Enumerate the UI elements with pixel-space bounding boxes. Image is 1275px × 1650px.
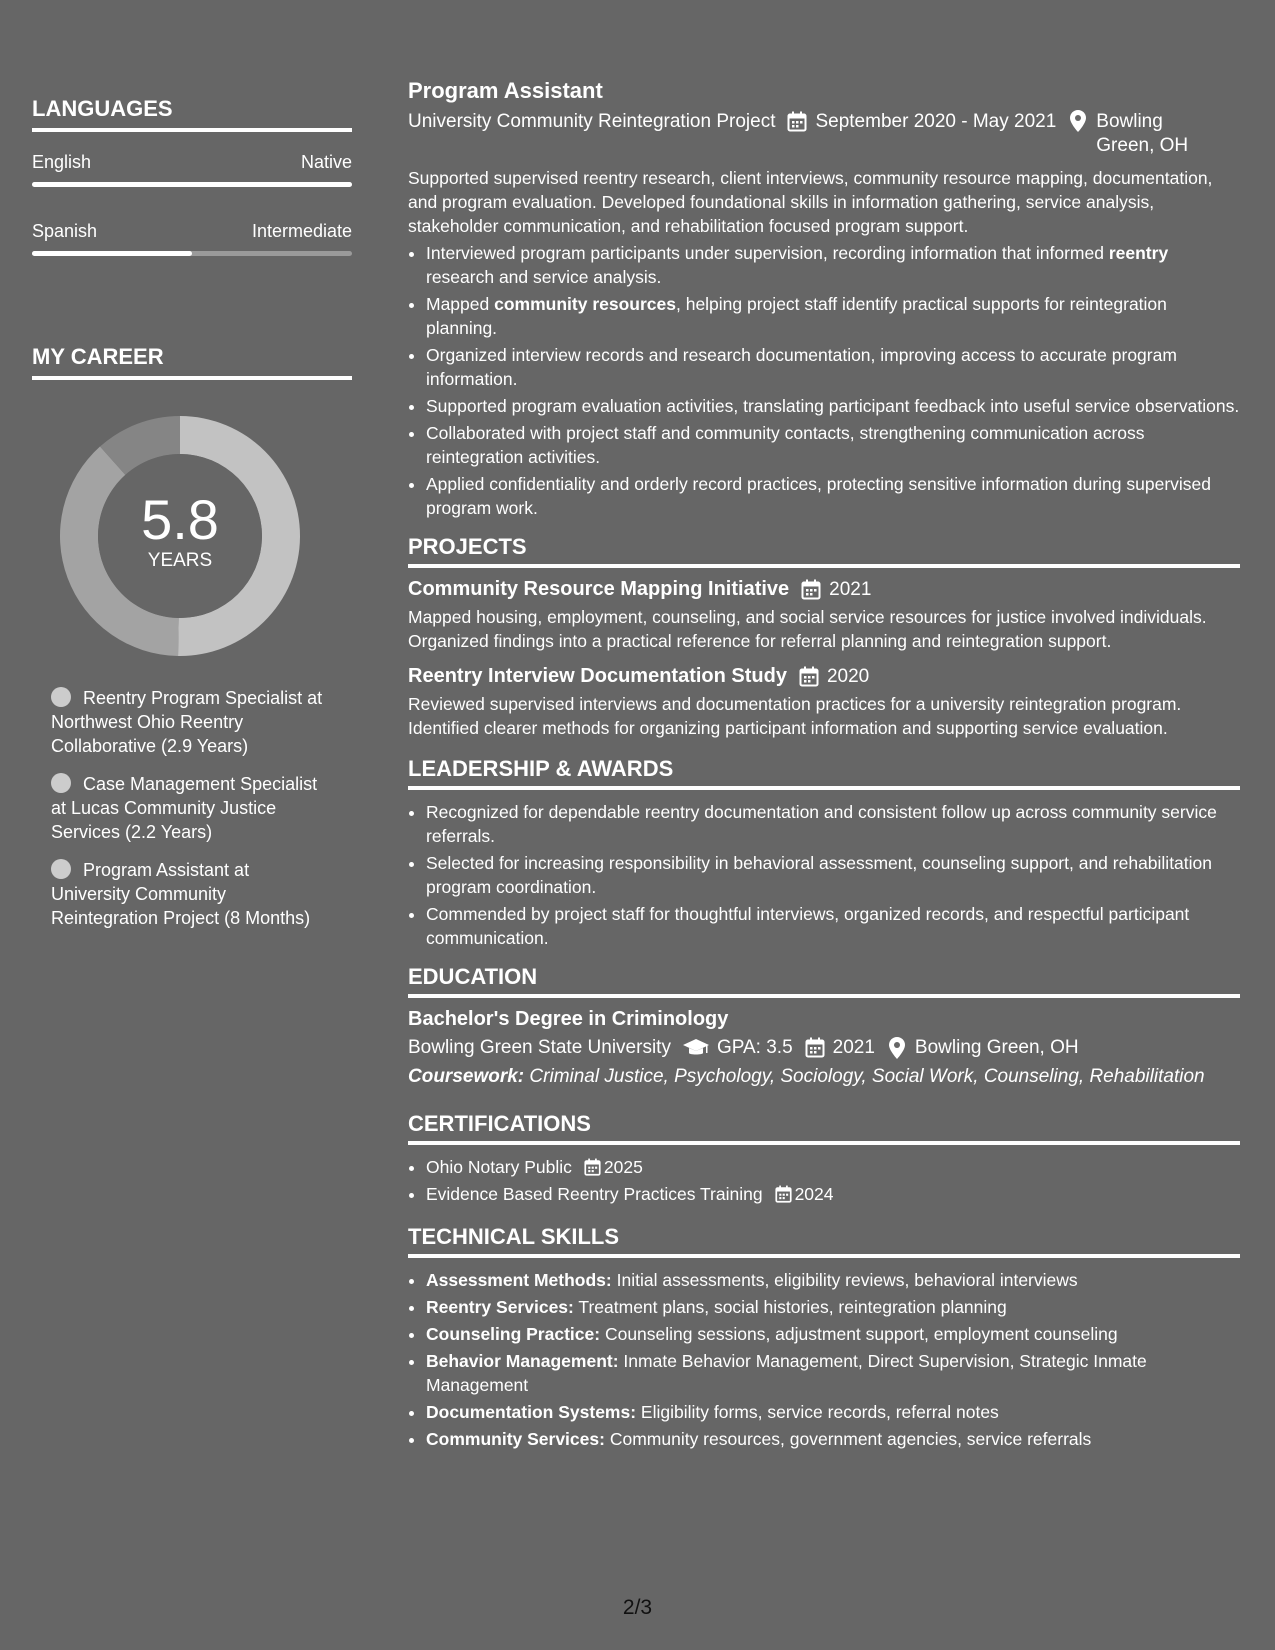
education-heading: EDUCATION (408, 964, 1240, 998)
skill-label: Assessment Methods: (426, 1270, 612, 1290)
skill-label: Reentry Services: (426, 1297, 574, 1317)
job-location (1070, 110, 1188, 158)
projects-section (408, 534, 1240, 740)
degree-title: Bachelor's Degree in Criminology (408, 1008, 729, 1030)
calendar-icon (584, 1158, 601, 1177)
job-bullet: • Applied confidentiality and orderly record practices, protecting sensitive information during supervised program work. (426, 472, 1240, 520)
career-section (32, 344, 352, 930)
career-role (51, 858, 331, 930)
map-pin-icon (1070, 110, 1086, 132)
skill-item (426, 1322, 1240, 1346)
school-name: Bowling Green State University (408, 1037, 671, 1058)
job-bullet: • Supported program evaluation activities, translating participant feedback into useful service observations. (426, 394, 1240, 418)
language-row (32, 152, 352, 173)
leadership-list (408, 800, 1240, 950)
skills-list (408, 1268, 1240, 1451)
graduation-cap-icon (683, 1039, 709, 1057)
career-role-text: Case Management Specialist at Lucas Community Justice Services (2.2 Years) (51, 774, 318, 842)
job-dates (787, 110, 1056, 158)
career-role (51, 686, 331, 758)
page-number: 2/3 (622, 1596, 653, 1619)
languages-section (32, 96, 352, 256)
coursework-label: Coursework: (408, 1066, 525, 1087)
certifications-section (408, 1111, 1240, 1206)
bullet-keyword: community resources (494, 294, 676, 314)
certification-item (426, 1155, 1240, 1179)
calendar-icon (799, 666, 819, 688)
sidebar (32, 96, 352, 944)
projects-heading: PROJECTS (408, 534, 1240, 568)
job-bullet-list (408, 241, 1240, 520)
leadership-item: • Selected for increasing responsibility in behavioral assessment, counseling support, and rehabilitation program coordination. (426, 851, 1240, 899)
project-year: 2020 (826, 665, 870, 687)
skill-value: Inmate Behavior Management, Direct Supervision, Strategic Inmate Management (426, 1351, 1147, 1395)
skill-item (426, 1427, 1240, 1451)
legend-dot-icon (51, 687, 71, 707)
job-bullet: • Organized interview records and research documentation, improving access to accurate program information. (426, 343, 1240, 391)
experience-entry (408, 78, 1240, 520)
leadership-section (408, 756, 1240, 950)
coursework-list: Criminal Justice, Psychology, Sociology, Social Work, Counseling, Rehabilitation (529, 1066, 1205, 1087)
skill-label: Counseling Practice: (426, 1324, 601, 1344)
job-organization: University Community Reintegration Project (408, 111, 776, 132)
skill-label: Community Services: (426, 1429, 605, 1449)
certifications-heading: CERTIFICATIONS (408, 1111, 1240, 1145)
project-description: Reviewed supervised interviews and documentation practices for a university reintegration program. Identified clearer methods for organizing participant information and supporting service evaluation. (408, 694, 1182, 738)
career-total-unit: YEARS (147, 550, 213, 571)
job-bullet (426, 241, 1240, 289)
education-year: 2021 (832, 1037, 875, 1058)
project-title: Reentry Interview Documentation Study (408, 665, 787, 687)
career-heading: MY CAREER (32, 344, 352, 380)
bullet-text: Interviewed program participants under supervision, recording information that informed (426, 243, 1109, 263)
coursework (408, 1065, 1240, 1089)
donut-center (60, 416, 300, 656)
leadership-heading: LEADERSHIP & AWARDS (408, 756, 1240, 790)
skill-item (426, 1268, 1240, 1292)
bullet-text: Mapped (426, 294, 495, 314)
career-role-list (51, 686, 331, 930)
certification-year: 2024 (794, 1184, 834, 1204)
leadership-item: • Commended by project staff for thoughtful interviews, organized records, and respectful participant communication. (426, 902, 1240, 950)
language-proficiency-bar (32, 251, 352, 256)
calendar-icon (805, 1037, 825, 1059)
language-level: Native (300, 152, 352, 172)
project-year: 2021 (829, 578, 872, 600)
legend-dot-icon (51, 773, 71, 793)
job-location-text: Bowling Green, OH (1096, 111, 1189, 156)
project-title-row (408, 665, 1240, 688)
skill-value: Community resources, government agencies, service referrals (609, 1429, 1092, 1449)
calendar-icon (775, 1185, 792, 1204)
skill-item (426, 1295, 1240, 1319)
skill-value: Counseling sessions, adjustment support, employment counseling (604, 1324, 1118, 1344)
skill-label: Behavior Management: (426, 1351, 619, 1371)
job-dates-text: September 2020 - May 2021 (815, 111, 1057, 132)
language-name: Spanish (32, 221, 98, 241)
certifications-list (408, 1155, 1240, 1206)
calendar-icon (787, 111, 807, 133)
project-title: Community Resource Mapping Initiative (408, 578, 790, 600)
bullet-text: , helping project staff identify practical supports for reintegration planning. (426, 294, 1167, 338)
bullet-text: research and service analysis. (426, 267, 662, 287)
language-proficiency-bar (32, 182, 352, 187)
leadership-item: • Recognized for dependable reentry documentation and consistent follow up across community service referrals. (426, 800, 1240, 848)
certification-name: • Ohio Notary Public (426, 1157, 572, 1177)
language-level: Intermediate (251, 221, 352, 241)
bullet-keyword: reentry (1108, 243, 1169, 263)
skill-label: Documentation Systems: (426, 1402, 637, 1422)
calendar-icon (801, 579, 821, 601)
skill-value: Eligibility forms, service records, referral notes (640, 1402, 999, 1422)
skill-value: Treatment plans, social histories, reintegration planning (578, 1297, 1007, 1317)
career-total-value: 5.8 (141, 488, 219, 551)
main-content (408, 78, 1240, 1454)
certification-item (426, 1182, 1240, 1206)
map-pin-icon (889, 1037, 905, 1059)
language-proficiency-fill (32, 251, 192, 256)
education-location: Bowling Green, OH (914, 1037, 1079, 1058)
skill-item (426, 1400, 1240, 1424)
legend-dot-icon (51, 859, 71, 879)
career-role (51, 772, 331, 844)
language-row (32, 221, 352, 242)
job-meta (408, 110, 1240, 158)
skills-section (408, 1224, 1240, 1451)
career-role-text: Reentry Program Specialist at Northwest Ohio Reentry Collaborative (2.9 Years) (51, 688, 323, 756)
career-role-text: Program Assistant at University Community Reintegration Project (8 Months) (51, 860, 311, 928)
education-meta (408, 1037, 1240, 1059)
job-title: Program Assistant (408, 78, 603, 103)
education-section (408, 964, 1240, 1089)
languages-heading: LANGUAGES (32, 96, 352, 132)
skills-heading: TECHNICAL SKILLS (408, 1224, 1240, 1258)
project-description: Mapped housing, employment, counseling, and social service resources for justice involved individuals. Organized findings into a practical reference for referral planning and reintegration support. (408, 607, 1207, 651)
job-bullet (426, 292, 1240, 340)
certification-name: • Evidence Based Reentry Practices Training (426, 1184, 763, 1204)
career-donut-chart (60, 416, 300, 656)
skill-item (426, 1349, 1240, 1397)
job-bullet: • Collaborated with project staff and community contacts, strengthening communication across reintegration activities. (426, 421, 1240, 469)
certification-year: 2025 (603, 1157, 643, 1177)
project-title-row (408, 578, 1240, 601)
job-summary: Supported supervised reentry research, client interviews, community resource mapping, documentation, and program evaluation. Developed foundational skills in information gathering, service analysis, stakeholder communication, and rehabilitation focused program support. (408, 168, 1213, 236)
language-name: English (32, 152, 92, 172)
language-proficiency-fill (32, 182, 352, 187)
skill-value: Initial assessments, eligibility reviews, behavioral interviews (616, 1270, 1078, 1290)
education-gpa: GPA: 3.5 (716, 1037, 793, 1058)
